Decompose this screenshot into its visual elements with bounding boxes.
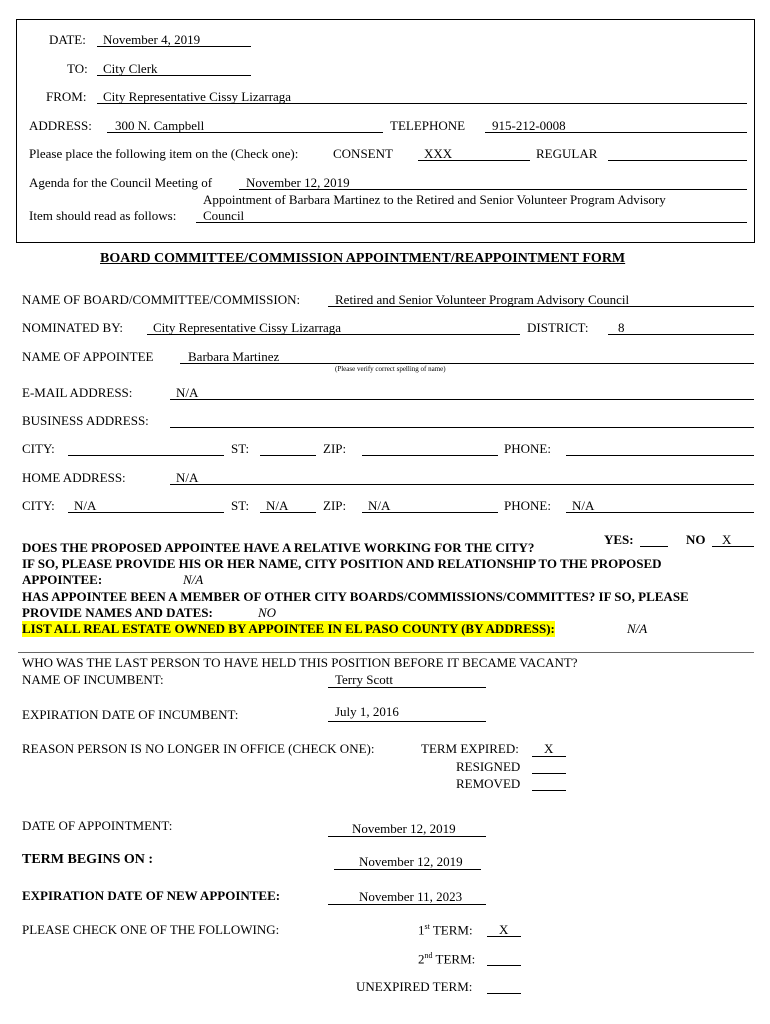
to-label: TO:	[67, 61, 88, 76]
telephone-label: TELEPHONE	[390, 118, 466, 133]
phone-line	[566, 455, 754, 456]
agenda-value: November 12, 2019	[246, 175, 350, 190]
st-label: ST:	[231, 441, 250, 456]
term-expired-line	[532, 756, 566, 757]
incumbent-exp-value: July 1, 2016	[335, 704, 399, 719]
address-value: 300 N. Campbell	[115, 118, 205, 133]
board-label: NAME OF BOARD/COMMITTEE/COMMISSION:	[22, 292, 301, 307]
appointment-date-line	[328, 836, 486, 837]
regular-label: REGULAR	[536, 146, 598, 161]
first-term-label: 1st TERM:	[418, 922, 473, 938]
agenda-line	[239, 189, 747, 190]
to-line	[97, 75, 251, 76]
appointee-value: Barbara Martinez	[188, 349, 280, 364]
appointee-label: NAME OF APPOINTEE	[22, 349, 154, 364]
member-question: HAS APPOINTEE BEEN A MEMBER OF OTHER CITY BOARDS/COMMISSIONS/COMMITTES? IF SO, PLEASE	[22, 589, 689, 604]
item-line2: Council	[203, 208, 245, 223]
removed-line	[532, 790, 566, 791]
section-divider	[18, 652, 754, 653]
resigned-line	[532, 773, 566, 774]
relative-question-3: APPOINTEE:	[22, 572, 103, 587]
appointment-date-label: DATE OF APPOINTMENT:	[22, 818, 173, 833]
date-value: November 4, 2019	[103, 32, 201, 47]
relative-question-2: IF SO, PLEASE PROVIDE HIS OR HER NAME, CITY POSITION AND RELATIONSHIP TO THE PROPOSED	[22, 556, 662, 571]
telephone-value: 915-212-0008	[492, 118, 566, 133]
from-line	[97, 103, 747, 104]
home-phone-value: N/A	[572, 498, 595, 513]
zip-label: ZIP:	[323, 441, 347, 456]
unexpired-term-label: UNEXPIRED TERM:	[356, 979, 473, 994]
business-line	[170, 427, 754, 428]
incumbent-exp-line	[328, 721, 486, 722]
incumbent-exp-label: EXPIRATION DATE OF INCUMBENT:	[22, 707, 239, 722]
board-value: Retired and Senior Volunteer Program Advisory Council	[335, 292, 630, 307]
city-label: CITY:	[22, 441, 55, 456]
home-phone-label: PHONE:	[504, 498, 551, 513]
consent-value: XXX	[424, 146, 453, 161]
home-city-value: N/A	[74, 498, 97, 513]
no-line	[712, 546, 754, 547]
resigned-label: RESIGNED	[456, 759, 521, 774]
no-label: NO	[686, 532, 706, 547]
home-zip-label: ZIP:	[323, 498, 347, 513]
telephone-line	[485, 132, 747, 133]
business-label: BUSINESS ADDRESS:	[22, 413, 149, 428]
agenda-label: Agenda for the Council Meeting of	[29, 175, 213, 190]
new-exp-label: EXPIRATION DATE OF NEW APPOINTEE:	[22, 888, 281, 903]
relative-question: DOES THE PROPOSED APPOINTEE HAVE A RELATIVE WORKING FOR THE CITY?	[22, 540, 535, 555]
appointee-line	[180, 363, 754, 364]
district-value: 8	[618, 320, 625, 335]
date-line	[97, 46, 251, 47]
member-answer: NO	[258, 605, 277, 620]
member-question-2: PROVIDE NAMES AND DATES:	[22, 605, 213, 620]
second-term-label: 2nd TERM:	[418, 951, 476, 967]
form-title: BOARD COMMITTEE/COMMISSION APPOINTMENT/REAPPOINTMENT FORM	[100, 251, 626, 266]
term-expired-label: TERM EXPIRED:	[421, 741, 519, 756]
regular-line	[608, 160, 747, 161]
relative-answer: N/A	[183, 572, 204, 587]
realestate-question: LIST ALL REAL ESTATE OWNED BY APPOINTEE IN EL PASO COUNTY (BY ADDRESS):	[22, 621, 555, 636]
realestate-answer: N/A	[627, 621, 648, 636]
term-expired-value: X	[544, 741, 554, 756]
home-line	[170, 484, 754, 485]
home-st-value: N/A	[266, 498, 289, 513]
home-zip-value: N/A	[368, 498, 391, 513]
consent-line	[418, 160, 530, 161]
nominated-line	[147, 334, 520, 335]
district-line	[608, 334, 754, 335]
term-begins-line	[334, 869, 481, 870]
address-line	[107, 132, 383, 133]
from-value: City Representative Cissy Lizarraga	[103, 89, 292, 104]
yes-label: YES:	[604, 532, 634, 547]
check-label: PLEASE CHECK ONE OF THE FOLLOWING:	[22, 922, 280, 937]
item-label: Item should read as follows:	[29, 208, 177, 223]
new-exp-value: November 11, 2023	[359, 889, 463, 904]
home-zip-line	[362, 512, 498, 513]
no-value: X	[722, 532, 732, 547]
nominated-value: City Representative Cissy Lizarraga	[153, 320, 342, 335]
yes-line	[640, 546, 668, 547]
to-value: City Clerk	[103, 61, 158, 76]
reason-label: REASON PERSON IS NO LONGER IN OFFICE (CHECK ONE):	[22, 741, 375, 756]
second-term-line	[487, 965, 521, 966]
home-city-label: CITY:	[22, 498, 55, 513]
item-line1: Appointment of Barbara Martinez to the Retired and Senior Volunteer Program Advisory	[203, 192, 666, 207]
unexpired-term-line	[487, 993, 521, 994]
email-value: N/A	[176, 385, 199, 400]
term-begins-value: November 12, 2019	[359, 854, 463, 869]
home-city-line	[68, 512, 224, 513]
term-begins-label: TERM BEGINS ON :	[22, 852, 154, 867]
home-st-label: ST:	[231, 498, 250, 513]
incumbent-name-value: Terry Scott	[335, 672, 393, 687]
nominated-label: NOMINATED BY:	[22, 320, 123, 335]
home-label: HOME ADDRESS:	[22, 470, 126, 485]
first-term-line	[487, 936, 521, 937]
st-line	[260, 455, 316, 456]
zip-line	[362, 455, 498, 456]
from-label: FROM:	[46, 89, 87, 104]
new-exp-line	[328, 904, 486, 905]
consent-label: CONSENT	[333, 146, 393, 161]
appointment-date-value: November 12, 2019	[352, 821, 456, 836]
date-label: DATE:	[49, 32, 86, 47]
incumbent-name-line	[328, 687, 486, 688]
incumbent-name-label: NAME OF INCUMBENT:	[22, 672, 164, 687]
last-person-question: WHO WAS THE LAST PERSON TO HAVE HELD THIS POSITION BEFORE IT BECAME VACANT?	[22, 655, 578, 670]
address-label: ADDRESS:	[29, 118, 92, 133]
verify-note: (Please verify correct spelling of name)	[335, 365, 446, 373]
home-st-line	[260, 512, 316, 513]
item-line	[196, 222, 747, 223]
city-line	[68, 455, 224, 456]
place-text: Please place the following item on the (Check one):	[29, 146, 299, 161]
home-value: N/A	[176, 470, 199, 485]
phone-label: PHONE:	[504, 441, 551, 456]
email-line	[170, 399, 754, 400]
email-label: E-MAIL ADDRESS:	[22, 385, 133, 400]
board-line	[328, 306, 754, 307]
home-phone-line	[566, 512, 754, 513]
district-label: DISTRICT:	[527, 320, 589, 335]
removed-label: REMOVED	[456, 776, 521, 791]
first-term-value: X	[499, 922, 509, 937]
